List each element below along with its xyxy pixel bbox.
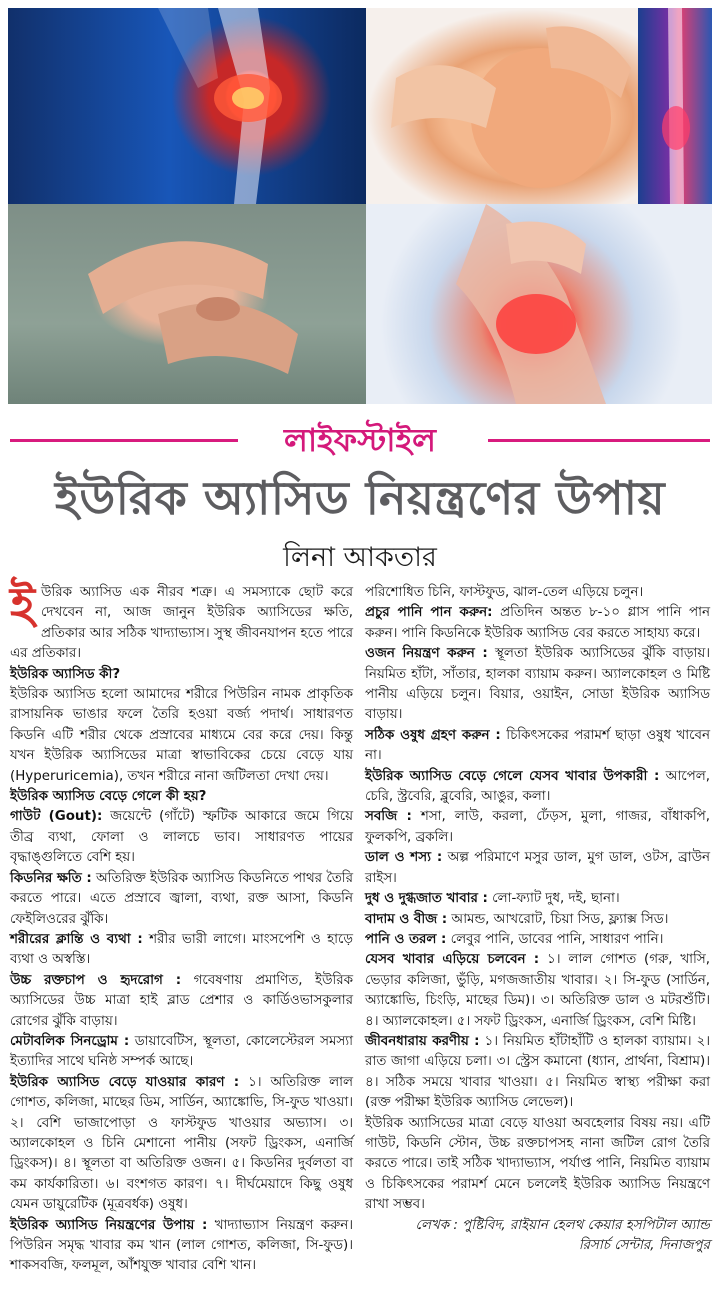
paragraph-water: প্রচুর পানি পান করুন: প্রতিদিন অন্তত ৮-১০ গ্লাস পানি পান করুন। পানি কিডনিকে ইউরিক অ্যাসিড বের করতে সাহায্য করে।: [365, 605, 710, 641]
foot-massage-photo: [366, 8, 638, 204]
paragraph-vegetables: সবজি : শসা, লাউ, করলা, ঢেঁড়স, মুলা, গাজর, বাঁধাকপি, ফুলকপি, ব্রকলি।: [365, 809, 710, 845]
paragraph-metabolic: মেটাবলিক সিনড্রোম : ডায়াবেটিস, স্থূলতা, কোলেস্টেরল সমস্যা ইত্যাদির সাথে ঘনিষ্ঠ সম্পর্ক আছে।: [10, 1033, 353, 1070]
intro-paragraph: ইউরিক অ্যাসিড এক নীরব শত্রু। এ সমস্যাকে ছোট করে দেখবেন না, আজ জানুন ইউরিক অ্যাসিডের ক্ষতি, প্রতিকার আর সঠিক খাদ্যাভ্যাস। সুস্থ জীবনযাপন হতে পারে এর প্রতিকার।: [10, 577, 353, 662]
article-column-right: [365, 583, 710, 1256]
paragraph-blood-pressure: উচ্চ রক্তচাপ ও হৃদরোগ : গবেষণায় প্রমাণিত, ইউরিক অ্যাসিডের উচ্চ মাত্রা হাই ব্লাড প্রেশার ও কার্ডিওভাসকুলার রোগের ঝুঁকি বাড়ায়।: [10, 972, 354, 1029]
paragraph-good-foods: ইউরিক অ্যাসিড বেড়ে গেলে যেসব খাবার উপকারী : আপেল, চেরি, স্ট্রবেরি, ব্লুবেরি, আঙুর, কলা।: [365, 768, 710, 805]
subhead-what-is: ইউরিক অ্যাসিড কী?: [10, 666, 121, 682]
article-headline: ইউরিক অ্যাসিড নিয়ন্ত্রণের উপায়: [54, 471, 666, 525]
paragraph-nuts: বাদাম ও বীজ : আমন্ড, আখরোট, চিয়া সিড, ফ্ল্যাক্স সিড।: [365, 911, 669, 927]
knee-pain-photo: [366, 204, 712, 404]
paragraph-milk: দুধ ও দুগ্ধজাত খাবার : লো-ফ্যাট দুধ, দই, ছানা।: [365, 891, 620, 907]
subhead-effects: ইউরিক অ্যাসিড বেড়ে গেলে কী হয়?: [10, 789, 207, 805]
paragraph-gout: গাউট (Gout): জয়েন্টে (গাঁটে) স্ফটিক আকারে জমে গিয়ে তীব্র ব্যথা, ফোলা ও লালচে ভাব। সাধারণত পায়ের বৃদ্ধাঙ্গুলিতে বেশি হয়।: [10, 809, 353, 866]
paragraph-dal: ডাল ও শস্য : অল্প পরিমাণে মসুর ডাল, মুগ ডাল, ওটস, ব্রাউন রাইস।: [365, 850, 710, 886]
paragraph-lifestyle: জীবনধারায় করণীয় : ১। নিয়মিত হাঁটাহাঁটি ও হালকা ব্যায়াম। ২। রাত জাগা এড়িয়ে চলা। ৩। স্ট্রেস কমানো (ধ্যান, প্রার্থনা, বিশ্রাম)। ৪। সঠিক সময়ে খাবার খাওয়া। ৫। নিয়মিত স্বাস্থ্য পরীক্ষা করা (রক্ত পরীক্ষা ইউরিক অ্যাসিড লেভেল)।: [365, 1033, 710, 1111]
photo-collage: [8, 8, 712, 404]
paragraph-fatigue: শরীরের ক্লান্তি ও ব্যথা : শরীর ভারী লাগে। মাংসপেশি ও হাড়ে ব্যথা ও অস্বস্তি।: [10, 931, 353, 968]
paragraph-medicine: সঠিক ওষুধ গ্রহণ করুন : চিকিৎসকের পরামর্শ ছাড়া ওষুধ খাবেন না।: [365, 727, 710, 764]
section-kicker: [10, 418, 710, 462]
paragraph-definition: ইউরিক অ্যাসিড হলো আমাদের শরীরে পিউরিন নামক প্রাকৃতিক রাসায়নিক ভাঙার ফলে তৈরি হওয়া বর্জ্য পদার্থ। সাধারণত কিডনি এটি শরীর থেকে প্রস্রাবের মাধ্যমে বের করে দেয়। কিন্তু যখন ইউরিক অ্যাসিডের মাত্রা স্বাভাবিকের চেয়ে বেড়ে যায় (Hyperuricemia), তখন শরীরে নানা জটিলতা দেখা দেয়।: [10, 687, 353, 784]
hands-pain-photo: [8, 204, 366, 404]
paragraph-conclusion: ইউরিক অ্যাসিডের মাত্রা বেড়ে যাওয়া অবহেলার বিষয় নয়। এটি গাউট, কিডনি স্টোন, উচ্চ রক্তচাপসহ নানা জটিল রোগ তৈরি করতে পারে। তাই সঠিক খাদ্যাভ্যাস, পর্যাপ্ত পানি, নিয়মিত ব্যায়াম ও চিকিৎসকের পরামর্শ মেনে চললেই ইউরিক অ্যাসিড নিয়ন্ত্রণে রাখা সম্ভব।: [365, 1115, 710, 1213]
drop-cap: ই: [10, 577, 35, 633]
article-column-left: [10, 577, 354, 1277]
paragraph-weight: ওজন নিয়ন্ত্রণ করুন : স্থূলতা ইউরিক অ্যাসিডের ঝুঁকি বাড়ায়। নিয়মিত হাঁটা, সাঁতার, হালকা ব্যায়াম করুন। অ্যালকোহল ও মিষ্টি পানীয় এড়িয়ে চলুন। বিয়ার, ওয়াইন, সোডা ইউরিক অ্যাসিড বাড়ায়।: [365, 646, 710, 723]
paragraph-continued: পরিশোধিত চিনি, ফাস্টফুড, ঝাল-তেল এড়িয়ে চলুন।: [365, 585, 644, 600]
paragraph-causes: ইউরিক অ্যাসিড বেড়ে যাওয়ার কারণ : ১। অতিরিক্ত লাল গোশত, কলিজা, মাছের ডিম, সার্ডিন, অ্যাঙ্কোভি, সি-ফুড খাওয়া। ২। বেশি ভাজাপোড়া ও ফাস্টফুড খাওয়ার অভ্যাস। ৩। অ্যালকোহল ও চিনি মেশানো পানীয় (সফট ড্রিংকস, এনার্জি ড্রিংকস)। ৪। স্থূলতা বা অতিরিক্ত ওজন। ৫। কিডনির দুর্বলতা বা কম কার্যকারিতা। ৬। বংশগত কারণ। ৭। দীর্ঘমেয়াদে কিছু ওষুধ যেমন ডায়ুরেটিক (মূত্রবর্ধক) ওষুধ।: [10, 1074, 353, 1213]
article-byline: লিনা আকতার: [283, 542, 437, 573]
paragraph-kidney: কিডনির ক্ষতি : অতিরিক্ত ইউরিক অ্যাসিড কিডনিতে পাথর তৈরি করতে পারে। এতে প্রস্রাবে জ্বালা, ব্যথা, রক্ত আসা, কিডনি ফেইলিওরের ঝুঁকি।: [10, 870, 353, 927]
leg-xray-photo: [638, 8, 712, 204]
section-label: লাইফস্টাইল: [284, 421, 436, 459]
paragraph-avoid: যেসব খাবার এড়িয়ে চলবেন : ১। লাল গোশত (গরু, খাসি, ভেড়ার কলিজা, ভুঁড়ি, মগজজাতীয় খাবার। ২। সি-ফুড (সার্ডিন, অ্যাঙ্কোভি, চিংড়ি, মাছের ডিম)। ৩। অতিরিক্ত ডাল ও মটরশুঁটি। ৪। অ্যালকোহল। ৫। সফট ড্রিংকস, এনার্জি ড্রিংকস, বেশি মিষ্টি।: [365, 952, 710, 1029]
paragraph-control: ইউরিক অ্যাসিড নিয়ন্ত্রণের উপায় : খাদ্যাভ্যাস নিয়ন্ত্রণ করুন। পিউরিন সমৃদ্ধ খাবার কম খান (লাল গোশত, কলিজা, সি-ফুড)। শাকসবজি, ফলমূল, আঁশযুক্ত খাবার বেশি খান।: [10, 1217, 353, 1274]
knee-xray-photo: [8, 8, 366, 204]
paragraph-liquids: পানি ও তরল : লেবুর পানি, ডাবের পানি, সাধারণ পানি।: [365, 931, 664, 947]
author-credit: লেখক : পুষ্টিবিদ, রাইয়ান হেলথ কেয়ার হসপিটাল অ্যান্ড রিসার্চ সেন্টার, দিনাজপুর: [415, 1217, 710, 1253]
